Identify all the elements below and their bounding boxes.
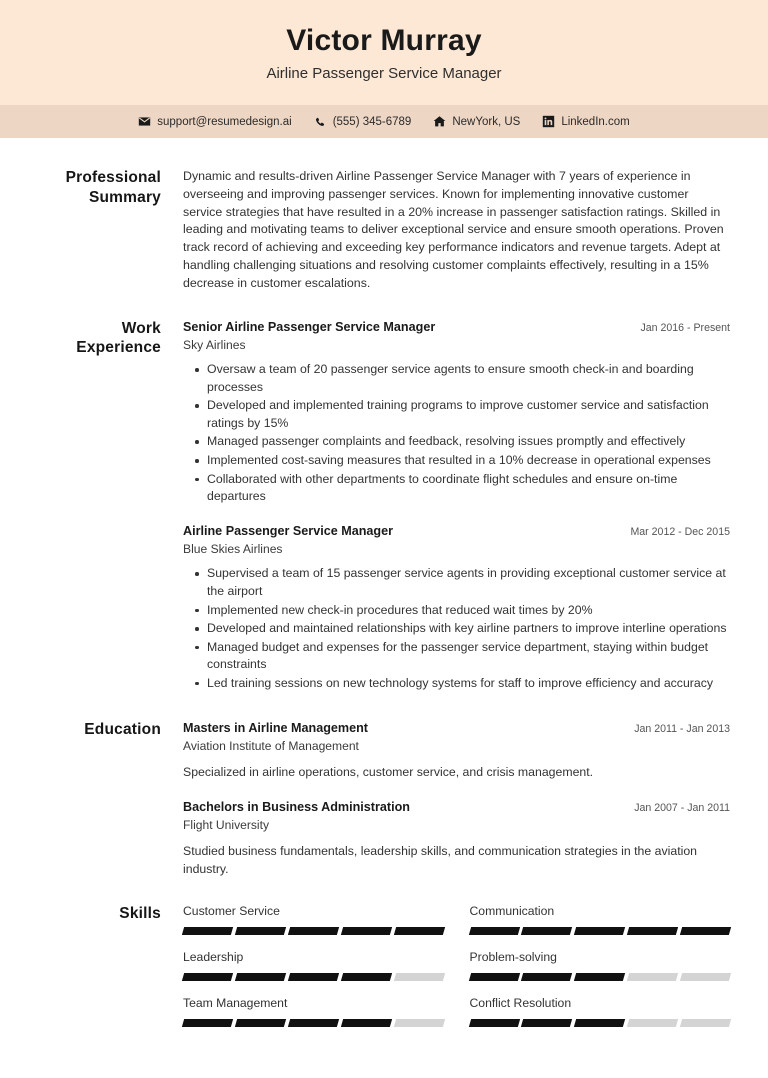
education-entry-organization: Aviation Institute of Management	[183, 738, 359, 753]
skill-rating-segment	[182, 973, 233, 981]
skill-item	[183, 996, 444, 1027]
skill-rating-segment	[627, 927, 678, 935]
section-professional-summary	[38, 168, 730, 293]
skill-rating-segment	[521, 1019, 572, 1027]
skill-rating-segment	[182, 1019, 233, 1027]
section-content-skills	[183, 904, 730, 1027]
skill-rating-segment	[341, 1019, 392, 1027]
skill-name: Customer Service	[183, 904, 280, 919]
phone-icon	[314, 115, 327, 128]
contact-item-location[interactable]	[433, 115, 520, 128]
list-item: Supervised a team of 15 passenger service agents in providing exceptional customer service at the airport	[207, 565, 730, 600]
education-entry	[183, 799, 730, 879]
skill-rating-segment	[574, 1019, 625, 1027]
section-label-work-experience: Work Experience	[76, 319, 161, 357]
skill-rating-segment	[341, 927, 392, 935]
skill-rating-bar	[183, 927, 444, 935]
resume-header	[0, 0, 768, 105]
skill-rating-segment	[680, 927, 731, 935]
skill-name: Conflict Resolution	[469, 996, 572, 1011]
section-label-skills: Skills	[119, 905, 161, 923]
education-entry-title: Masters in Airline Management	[183, 720, 368, 735]
home-icon	[433, 115, 446, 128]
skill-name: Leadership	[183, 950, 244, 965]
work-entry-bullets	[183, 565, 730, 692]
skill-item	[470, 904, 731, 935]
education-entry-date: Jan 2011 - Jan 2013	[634, 722, 730, 735]
education-entry-description: Studied business fundamentals, leadership skills, and communication strategies in the aviation industry.	[183, 844, 698, 876]
work-entry-header	[183, 319, 730, 336]
work-entry-organization: Blue Skies Airlines	[183, 541, 283, 556]
work-entry	[183, 319, 730, 506]
work-entry-date: Jan 2016 - Present	[640, 321, 730, 334]
contact-phone-text: (555) 345-6789	[332, 115, 412, 128]
skill-rating-bar	[470, 927, 731, 935]
skill-rating-segment	[521, 927, 572, 935]
section-education	[38, 720, 730, 879]
skill-rating-segment	[574, 973, 625, 981]
contact-email-text: support@resumedesign.ai	[157, 115, 292, 128]
skill-rating-segment	[627, 1019, 678, 1027]
section-work-experience	[38, 319, 730, 694]
skill-name: Communication	[469, 904, 555, 919]
skill-name: Problem-solving	[469, 950, 557, 965]
education-entry-title: Bachelors in Business Administration	[183, 799, 410, 814]
education-entry-organization: Flight University	[183, 817, 270, 832]
section-skills	[38, 904, 730, 1027]
list-item: Implemented cost-saving measures that resulted in a 10% decrease in operational expenses	[207, 452, 730, 470]
page-title: Victor Murray	[286, 24, 482, 57]
education-entry	[183, 720, 730, 782]
list-item: Developed and maintained relationships with key airline partners to improve interline operations	[207, 620, 730, 638]
list-item: Managed budget and expenses for the passenger service department, staying within budget constraints	[207, 639, 730, 674]
education-entry-header	[183, 720, 730, 737]
section-label-professional-summary: Professional Summary	[65, 169, 161, 206]
skill-rating-segment	[393, 1019, 444, 1027]
skill-rating-segment	[235, 927, 286, 935]
skill-rating-segment	[393, 927, 444, 935]
skill-rating-bar	[470, 973, 731, 981]
section-content-education	[183, 720, 730, 879]
contact-item-email[interactable]	[138, 115, 291, 128]
skill-rating-segment	[627, 973, 678, 981]
education-entry-date: Jan 2007 - Jan 2011	[634, 801, 730, 814]
work-entry-bullets	[183, 361, 730, 506]
contact-item-linkedin[interactable]	[542, 115, 629, 128]
education-entry-header	[183, 799, 730, 816]
skill-rating-bar	[183, 1019, 444, 1027]
envelope-icon	[138, 115, 151, 128]
linkedin-icon	[542, 115, 555, 128]
work-entry-date: Mar 2012 - Dec 2015	[630, 525, 730, 538]
resume-body	[0, 138, 768, 1027]
list-item: Developed and implemented training programs to improve customer service and satisfaction ratings by 15%	[207, 397, 730, 432]
contact-location-text: NewYork, US	[452, 115, 521, 128]
skill-item	[183, 950, 444, 981]
skill-rating-segment	[393, 973, 444, 981]
skill-rating-segment	[468, 1019, 519, 1027]
section-content-work-experience	[183, 319, 730, 694]
skill-item	[470, 950, 731, 981]
skill-item	[183, 904, 444, 935]
skill-rating-segment	[288, 1019, 339, 1027]
section-label-education: Education	[84, 720, 161, 738]
education-entry-description: Specialized in airline operations, customer service, and crisis management.	[183, 765, 594, 780]
work-entry-header	[183, 523, 730, 540]
work-entry-title: Senior Airline Passenger Service Manager	[183, 319, 436, 334]
skill-rating-segment	[182, 927, 233, 935]
list-item: Managed passenger complaints and feedback, resolving issues promptly and effectively	[207, 433, 730, 451]
skill-rating-bar	[470, 1019, 731, 1027]
list-item: Oversaw a team of 20 passenger service agents to ensure smooth check-in and boarding processes	[207, 361, 730, 396]
contact-linkedin-text: LinkedIn.com	[561, 115, 630, 128]
skill-rating-segment	[341, 973, 392, 981]
skill-rating-segment	[235, 973, 286, 981]
skill-name: Team Management	[183, 996, 288, 1011]
skill-rating-segment	[288, 973, 339, 981]
job-title: Airline Passenger Service Manager	[266, 65, 502, 82]
skill-rating-segment	[235, 1019, 286, 1027]
contact-item-phone[interactable]	[314, 115, 412, 128]
skill-rating-segment	[468, 927, 519, 935]
work-entry	[183, 523, 730, 693]
contact-bar	[0, 105, 768, 138]
skill-rating-segment	[521, 973, 572, 981]
skill-rating-segment	[574, 927, 625, 935]
skill-rating-segment	[468, 973, 519, 981]
skill-rating-segment	[680, 973, 731, 981]
list-item: Collaborated with other departments to coordinate flight schedules and ensure on-time departures	[207, 471, 730, 506]
skill-rating-segment	[288, 927, 339, 935]
skill-item	[470, 996, 731, 1027]
list-item: Implemented new check-in procedures that reduced wait times by 20%	[207, 602, 730, 620]
list-item: Led training sessions on new technology systems for staff to improve efficiency and accuracy	[207, 675, 730, 693]
work-entry-organization: Sky Airlines	[183, 337, 246, 352]
section-content-professional-summary	[183, 168, 730, 293]
skill-rating-bar	[183, 973, 444, 981]
summary-text: Dynamic and results-driven Airline Passenger Service Manager with 7 years of experience in overseeing and improving passenger services. Known for implementing innovative customer service strategies that have resulted in a 20% increase in passenger satisfaction ratings. Skilled in leading and motivating teams to deliver exceptional service and ensure smooth operations. Proven track record of achieving and exceeding key performance indicators and revenue targets. Adept at handling challenging situations and resolving customer complaints effectively, resulting in a 15% decrease in customer escalations.	[183, 169, 724, 290]
work-entry-title: Airline Passenger Service Manager	[183, 523, 393, 538]
skill-rating-segment	[680, 1019, 731, 1027]
skills-grid	[183, 904, 730, 1027]
